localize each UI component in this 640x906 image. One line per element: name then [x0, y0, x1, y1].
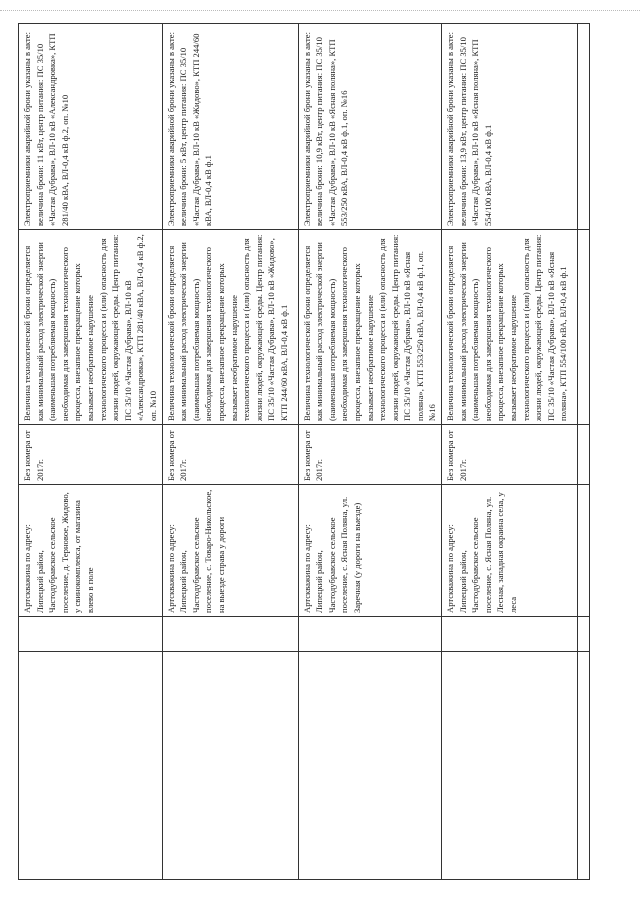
technological-reserve-cell: Величина технологической брони определяется как минимальный расход электрической энергии (наименьшая потребляемая мощность) необходимая для завершения технологического процесса, внезапное прекращение которых вызывает необратимое нарушение технологического процесса и (или) опасность для жизни людей, окружающей среды. Центр питания: ПС 35/10 «Частая Дубрава», ВЛ-10 кВ «Александровка», КТП 281/40 кВА, ВЛ-0,4 кВ ф.2, оп. №10: [19, 230, 163, 425]
empty-cell: [578, 617, 590, 652]
table-row: [162, 24, 298, 880]
empty-cell: [578, 485, 590, 617]
empty-cell: [442, 617, 578, 652]
empty-cell: [162, 652, 298, 880]
address-cell: Артскважина по адресу: Липецкий район, Частодубравское сельское поселение, с. Ясная Поляна, ул. Заречная (у дороги на выезде): [298, 485, 442, 617]
reservation-table: [18, 23, 590, 880]
table-row: [298, 24, 442, 880]
technological-reserve-cell: Величина технологической брони определяется как минимальный расход электрической энергии (наименьшая потребляемая мощность) необходимая для завершения технологического процесса, внезапное прекращение которых вызывает необратимое нарушение технологического процесса и (или) опасность для жизни людей, окружающей среды. Центр питания: ПС 35/10 «Частая Дубрава», ВЛ-10 кВ «Ясная поляна», КТП 554/100 кВА, ВЛ-0,4 кВ ф.1: [442, 230, 578, 425]
scan-dotted-rule: [0, 10, 640, 12]
empty-cell: [162, 617, 298, 652]
empty-cell: [298, 617, 442, 652]
empty-cell: [442, 652, 578, 880]
empty-cell: [578, 425, 590, 485]
technological-reserve-cell: Величина технологической брони определяется как минимальный расход электрической энергии (наименьшая потребляемая мощность) необходимая для завершения технологического процесса, внезапное прекращение которых вызывает необратимое нарушение технологического процесса и (или) опасность для жизни людей, окружающей среды. Центр питания: ПС 35/10 «Частая Дубрава», ВЛ-10 кВ «Ясная поляна», КТП 553/250 кВА, ВЛ-0,4 кВ ф.1, оп. №16: [298, 230, 442, 425]
address-cell: Артскважина по адресу: Липецкий район, Частодубравское сельское поселение, д. Терновое, Жидово, у свинокомплекса, от магазина влево в поле: [19, 485, 163, 617]
empty-cell: [298, 652, 442, 880]
table-row: [578, 24, 590, 880]
rotated-table-page: [18, 24, 578, 880]
address-cell: Артскважина по адресу: Липецкий район, Частодубравское сельское поселение, с. Ясная Поляна, ул. Лесная, западная окраина села, у леса: [442, 485, 578, 617]
document-date-cell: Без номера от 2017г.: [298, 425, 442, 485]
technological-reserve-cell: Величина технологической брони определяется как минимальный расход электрической энергии (наименьшая потребляемая мощность) необходимая для завершения технологического процесса, внезапное прекращение которых вызывает необратимое нарушение технологического процесса и (или) опасность для жизни людей, окружающей среды. Центр питания: ПС 35/10 «Частая Дубрава», ВЛ-10 кВ «Жидово», КТП 244/60 кВА, ВЛ-0,4 кВ ф.1: [162, 230, 298, 425]
emergency-reserve-cell: Электроприемники аварийной брони указаны в акте: величина брони: 10,9 кВт, центр питания: ПС 35/10 «Частая Дубрава», ВЛ-10 кВ «Ясная поляна», КТП 553/250 кВА, ВЛ-0,4 кВ ф.1, оп. №16: [298, 24, 442, 230]
empty-cell: [578, 652, 590, 880]
document-date-cell: Без номера от 2017г.: [19, 425, 163, 485]
empty-cell: [19, 617, 163, 652]
address-cell: Артскважина по адресу: Липецкий район, Частодубравское сельское поселение, с. Товаро-Никольское, на выезде справа у дороги: [162, 485, 298, 617]
emergency-reserve-cell: Электроприемники аварийной брони указаны в акте: величина брони: 5 кВт, центр питания: ПС 35/10 «Частая Дубрава», ВЛ-10 кВ «Жидово», КТП 244/60 кВА, ВЛ-0,4 кВ ф.1: [162, 24, 298, 230]
table-row: [442, 24, 578, 880]
emergency-reserve-cell: Электроприемники аварийной брони указаны в акте: величина брони: 11 кВт, центр питания: ПС 35/10 «Частая Дубрава», ВЛ-10 кВ «Александровка», КТП 281/40 кВА, ВЛ-0,4 кВ ф.2, оп. №10: [19, 24, 163, 230]
document-date-cell: Без номера от 2017г.: [442, 425, 578, 485]
table-row: [19, 24, 163, 880]
empty-cell: [578, 24, 590, 230]
empty-cell: [19, 652, 163, 880]
empty-cell: [578, 230, 590, 425]
document-date-cell: Без номера от 2017г.: [162, 425, 298, 485]
emergency-reserve-cell: Электроприемники аварийной брони указаны в акте: величина брони: 13,9 кВт, центр питания: ПС 35/10 «Частая Дубрава», ВЛ-10 кВ «Ясная поляна», КТП 554/100 кВА, ВЛ-0,4 кВ ф.1: [442, 24, 578, 230]
